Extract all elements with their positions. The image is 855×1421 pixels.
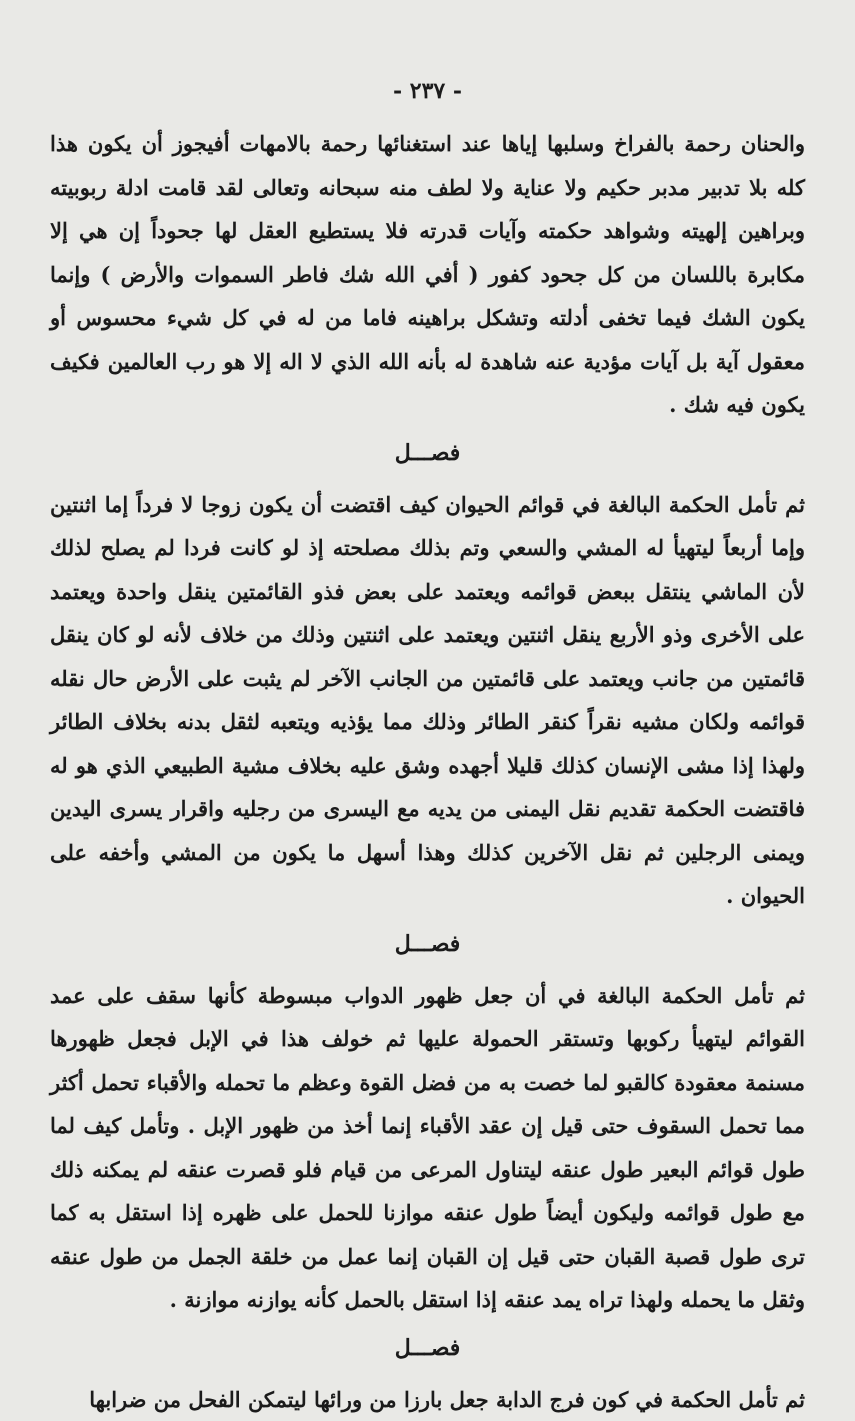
section-heading-2: فصـــل xyxy=(50,924,805,964)
section-heading-3: فصـــل xyxy=(50,1328,805,1368)
section-heading-1: فصـــل xyxy=(50,433,805,473)
page-number: - ٢٣٧ - xyxy=(50,78,805,104)
paragraph-4: ثم تأمل الحكمة في كون فرج الدابة جعل بارزا من ورائها ليتمكن الفحل من ضرابها xyxy=(50,1378,805,1421)
paragraph-1: والحنان رحمة بالفراخ وسلبها إياها عند استغنائها رحمة بالامهات أفيجوز أن يكون هذا كله بلا تدبير مدبر حكيم ولا عناية ولا لطف منه سبحانه وتعالى لقد قامت ادلة ربوبيته وبراهين إلهيته وشواهد حكمته وآيات قدرته فلا يستطيع العقل لها جحوداً إن هي إلا مكابرة باللسان من كل جحود كفور ( أفي الله شك فاطر السموات والأرض ) وإنما يكون الشك فيما تخفى أدلته وتشكل براهينه فاما من له في كل شيء محسوس أو معقول آية بل آيات مؤدية عنه شاهدة له بأنه الله الذي لا اله إلا هو رب العالمين فكيف يكون فيه شك . xyxy=(50,122,805,427)
paragraph-3: ثم تأمل الحكمة البالغة في أن جعل ظهور الدواب مبسوطة كأنها سقف على عمد القوائم ليتهيأ ركوبها وتستقر الحمولة عليها ثم خولف هذا في الإبل فجعل ظهورها مسنمة معقودة كالقبو لما خصت به من فضل القوة وعظم ما تحمله والأقباء تحمل أكثر مما تحمل السقوف حتى قيل إن عقد الأقباء إنما أخذ من ظهور الإبل . وتأمل كيف لما طول قوائم البعير طول عنقه ليتناول المرعى من قيام فلو قصرت عنقه لم يمكنه ذلك مع طول قوائمه وليكون أيضاً طول عنقه موازنا للحمل على ظهره إذا استقل به كما ترى طول قصبة القبان حتى قيل إن القبان إنما عمل من خلقة الجمل من طول عنقه وثقل ما يحمله ولهذا تراه يمد عنقه إذا استقل بالحمل كأنه يوازنه موازنة . xyxy=(50,974,805,1322)
paragraph-2: ثم تأمل الحكمة البالغة في قوائم الحيوان كيف اقتضت أن يكون زوجا لا فرداً إما اثنتين وإما أربعاً ليتهيأ له المشي والسعي وتم بذلك مصلحته إذ لو كانت فردا لم يصلح لذلك لأن الماشي ينتقل ببعض قوائمه ويعتمد على بعض فذو القائمتين ينقل واحدة ويعتمد على الأخرى وذو الأربع ينقل اثنتين ويعتمد على اثنتين وذلك من خلاف لأنه لو كان ينقل قائمتين من جانب ويعتمد على قائمتين من الجانب الآخر لم يثبت على الأرض حال نقله قوائمه ولكان مشيه نقراً كنقر الطائر وذلك مما يؤذيه ويتعبه لثقل بدنه بخلاف الطائر ولهذا إذا مشى الإنسان كذلك قليلا أجهده وشق عليه بخلاف مشية الطبيعي الذي هو له فاقتضت الحكمة تقديم نقل اليمنى من يديه مع اليسرى من رجليه واقرار يسرى اليدين ويمنى الرجلين ثم نقل الآخرين كذلك وهذا أسهل ما يكون من المشي وأخفه على الحيوان . xyxy=(50,483,805,918)
